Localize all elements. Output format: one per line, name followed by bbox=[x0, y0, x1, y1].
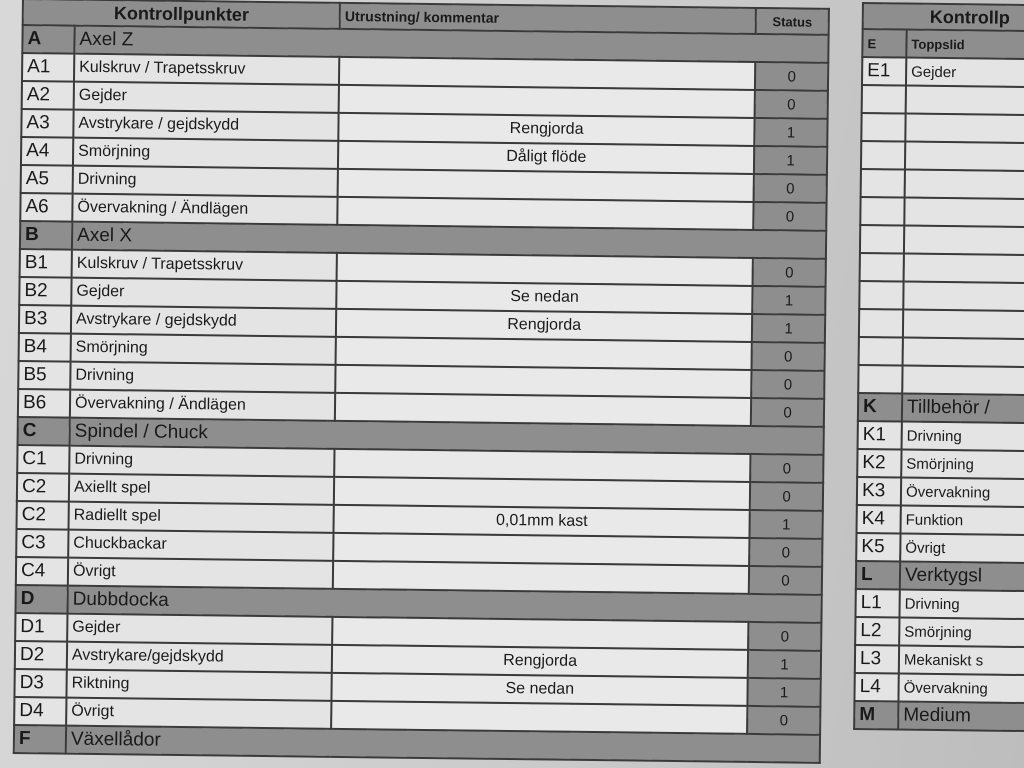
row-item: Kulskruv / Trapetsskruv bbox=[74, 54, 340, 85]
row-item: Övrigt bbox=[68, 558, 334, 589]
side-checklist-row bbox=[854, 673, 1024, 703]
row-status: 0 bbox=[752, 342, 825, 371]
row-comment: 0,01mm kast bbox=[334, 505, 750, 538]
side-blank-row bbox=[859, 309, 1024, 339]
side-blank-code bbox=[859, 337, 903, 366]
side-blank-code bbox=[861, 113, 905, 142]
row-code: C1 bbox=[17, 445, 69, 474]
side-checklist-row bbox=[857, 477, 1024, 507]
side-row-code: K1 bbox=[858, 421, 902, 450]
section-title: Dubbdocka bbox=[67, 586, 821, 623]
side-row-code: K2 bbox=[857, 449, 901, 478]
row-status: 1 bbox=[754, 146, 827, 175]
row-item: Övrigt bbox=[66, 698, 332, 729]
row-status: 0 bbox=[749, 538, 822, 567]
side-checklist-row bbox=[855, 589, 1024, 619]
side-section-code: E bbox=[862, 29, 906, 58]
row-status: 0 bbox=[751, 398, 824, 427]
row-item: Chuckbackar bbox=[68, 530, 334, 561]
side-section-code: L bbox=[856, 561, 900, 590]
side-checklist-table bbox=[853, 2, 1024, 732]
side-checklist-row bbox=[857, 505, 1024, 535]
side-checklist-row bbox=[862, 57, 1024, 87]
side-blank-code bbox=[861, 169, 905, 198]
row-code: A5 bbox=[21, 165, 73, 194]
side-section-row bbox=[856, 561, 1024, 591]
row-comment: Rengjorda bbox=[336, 309, 752, 342]
row-item: Drivning bbox=[69, 446, 335, 477]
row-item: Drivning bbox=[70, 362, 336, 393]
side-row-code: K5 bbox=[856, 533, 900, 562]
side-blank-item bbox=[903, 310, 1024, 340]
section-code: A bbox=[22, 25, 74, 54]
row-status: 0 bbox=[750, 482, 823, 511]
row-item: Radiellt spel bbox=[69, 502, 335, 533]
row-status: 1 bbox=[752, 286, 825, 315]
side-row-code: L2 bbox=[855, 617, 899, 646]
row-code: D3 bbox=[14, 669, 66, 698]
row-status: 0 bbox=[747, 706, 820, 735]
row-status: 1 bbox=[750, 510, 823, 539]
row-code: A4 bbox=[21, 137, 73, 166]
row-status: 1 bbox=[754, 118, 827, 147]
side-section-title: Medium bbox=[898, 701, 1024, 731]
row-code: B2 bbox=[19, 277, 71, 306]
row-comment: Rengjorda bbox=[338, 113, 754, 146]
row-code: B6 bbox=[18, 389, 70, 418]
side-blank-row bbox=[860, 253, 1024, 283]
row-item: Gejder bbox=[71, 278, 337, 309]
row-code: C3 bbox=[16, 529, 68, 558]
side-blank-code bbox=[858, 365, 902, 394]
row-code: D4 bbox=[14, 697, 66, 726]
section-code: C bbox=[18, 417, 70, 446]
side-section-row bbox=[858, 393, 1024, 423]
row-comment: Se nedan bbox=[332, 673, 748, 706]
row-item: Riktning bbox=[66, 670, 332, 701]
side-row-code: L3 bbox=[855, 645, 899, 674]
row-code: A2 bbox=[22, 81, 74, 110]
section-title: Växellådor bbox=[66, 726, 820, 763]
side-row-item: Smörjning bbox=[899, 618, 1024, 648]
side-blank-item bbox=[904, 198, 1024, 228]
side-section-code: K bbox=[858, 393, 902, 422]
side-row-item: Övervakning bbox=[898, 673, 1024, 703]
row-comment: Se nedan bbox=[336, 281, 752, 314]
side-section-row bbox=[862, 29, 1024, 59]
row-item: Gejder bbox=[67, 614, 333, 645]
side-blank-item bbox=[905, 170, 1024, 200]
side-blank-row bbox=[861, 169, 1024, 199]
side-row-item: Drivning bbox=[902, 422, 1024, 452]
row-item: Avstrykare/gejdskydd bbox=[67, 642, 333, 673]
side-checklist-row bbox=[858, 421, 1024, 451]
header-checkpoints: Kontrollpunkter bbox=[23, 0, 340, 29]
row-code: B4 bbox=[19, 333, 71, 362]
side-blank-row bbox=[861, 141, 1024, 171]
row-code: A1 bbox=[22, 53, 74, 82]
side-section-code: M bbox=[854, 701, 898, 730]
row-comment: Rengjorda bbox=[332, 645, 748, 678]
side-blank-code bbox=[861, 141, 905, 170]
row-status: 0 bbox=[751, 370, 824, 399]
side-blank-item bbox=[904, 254, 1024, 284]
side-checklist-row bbox=[855, 645, 1024, 675]
side-section-title: Tillbehör / bbox=[902, 394, 1024, 424]
row-status: 0 bbox=[749, 566, 822, 595]
row-item: Kulskruv / Trapetsskruv bbox=[72, 250, 338, 281]
side-blank-row bbox=[861, 113, 1024, 143]
row-status: 0 bbox=[755, 62, 828, 91]
side-section-row bbox=[854, 701, 1024, 731]
row-code: C2 bbox=[17, 501, 69, 530]
side-header-row bbox=[863, 3, 1024, 31]
row-status: 0 bbox=[750, 454, 823, 483]
row-status: 0 bbox=[753, 258, 826, 287]
row-status: 0 bbox=[754, 174, 827, 203]
row-status: 0 bbox=[748, 622, 821, 651]
row-status: 0 bbox=[753, 202, 826, 231]
row-item: Gejder bbox=[74, 82, 340, 113]
row-item: Övervakning / Ändlägen bbox=[70, 390, 336, 421]
section-title: Axel X bbox=[72, 222, 826, 259]
row-status: 1 bbox=[748, 678, 821, 707]
side-row-item: Smörjning bbox=[901, 450, 1024, 480]
row-code: B3 bbox=[19, 305, 71, 334]
side-checklist-row bbox=[855, 617, 1024, 647]
side-blank-row bbox=[860, 225, 1024, 255]
side-row-item: Mekaniskt s bbox=[899, 646, 1024, 676]
checklist-table bbox=[13, 0, 830, 764]
side-row-code: L1 bbox=[855, 589, 899, 618]
row-code: D2 bbox=[15, 641, 67, 670]
side-blank-code bbox=[860, 197, 904, 226]
side-blank-item bbox=[905, 114, 1024, 144]
side-row-item: Övrigt bbox=[900, 534, 1024, 564]
row-code: C4 bbox=[16, 557, 68, 586]
side-blank-code bbox=[860, 253, 904, 282]
row-comment: Dåligt flöde bbox=[338, 141, 754, 174]
section-title: Axel Z bbox=[74, 26, 828, 63]
header-comment: Utrustning/ kommentar bbox=[340, 3, 756, 34]
side-blank-code bbox=[862, 85, 906, 114]
side-section-title: Verktygsl bbox=[900, 562, 1024, 592]
side-blank-item bbox=[905, 142, 1024, 172]
side-row-code: K3 bbox=[857, 477, 901, 506]
row-item: Smörjning bbox=[71, 334, 337, 365]
side-blank-code bbox=[859, 281, 903, 310]
row-item: Avstrykare / gejdskydd bbox=[71, 306, 337, 337]
side-section-title: Toppslid bbox=[906, 30, 1024, 60]
row-code: D1 bbox=[15, 613, 67, 642]
row-status: 1 bbox=[752, 314, 825, 343]
side-row-item: Funktion bbox=[901, 506, 1024, 536]
section-code: B bbox=[20, 221, 72, 250]
row-status: 0 bbox=[755, 90, 828, 119]
side-blank-item bbox=[904, 226, 1024, 256]
section-code: D bbox=[15, 585, 67, 614]
side-row-item: Gejder bbox=[906, 58, 1024, 88]
side-blank-item bbox=[903, 338, 1024, 368]
side-blank-row bbox=[859, 337, 1024, 367]
side-blank-code bbox=[859, 309, 903, 338]
side-blank-row bbox=[858, 365, 1024, 395]
side-blank-item bbox=[906, 86, 1024, 116]
side-row-code: L4 bbox=[854, 673, 898, 702]
row-code: C2 bbox=[17, 473, 69, 502]
row-code: A6 bbox=[20, 193, 72, 222]
row-code: B1 bbox=[20, 249, 72, 278]
section-code: F bbox=[14, 725, 66, 754]
side-blank-code bbox=[860, 225, 904, 254]
side-blank-row bbox=[859, 281, 1024, 311]
side-blank-row bbox=[860, 197, 1024, 227]
header-status: Status bbox=[756, 8, 829, 35]
side-checklist-row bbox=[856, 533, 1024, 563]
side-row-item: Övervakning bbox=[901, 478, 1024, 508]
side-row-code: K4 bbox=[857, 505, 901, 534]
row-status: 1 bbox=[748, 650, 821, 679]
side-header-checkpoints: Kontrollp bbox=[863, 3, 1024, 31]
side-row-code: E1 bbox=[862, 57, 906, 86]
side-checklist-row bbox=[857, 449, 1024, 479]
row-item: Övervakning / Ändlägen bbox=[72, 194, 338, 225]
row-code: B5 bbox=[18, 361, 70, 390]
row-item: Avstrykare / gejdskydd bbox=[73, 110, 339, 141]
row-item: Smörjning bbox=[73, 138, 339, 169]
row-code: A3 bbox=[21, 109, 73, 138]
side-blank-item bbox=[902, 366, 1024, 396]
section-title: Spindel / Chuck bbox=[70, 418, 824, 455]
row-item: Drivning bbox=[73, 166, 339, 197]
row-item: Axiellt spel bbox=[69, 474, 335, 505]
side-blank-row bbox=[862, 85, 1024, 115]
side-row-item: Drivning bbox=[899, 590, 1024, 620]
side-blank-item bbox=[903, 282, 1024, 312]
